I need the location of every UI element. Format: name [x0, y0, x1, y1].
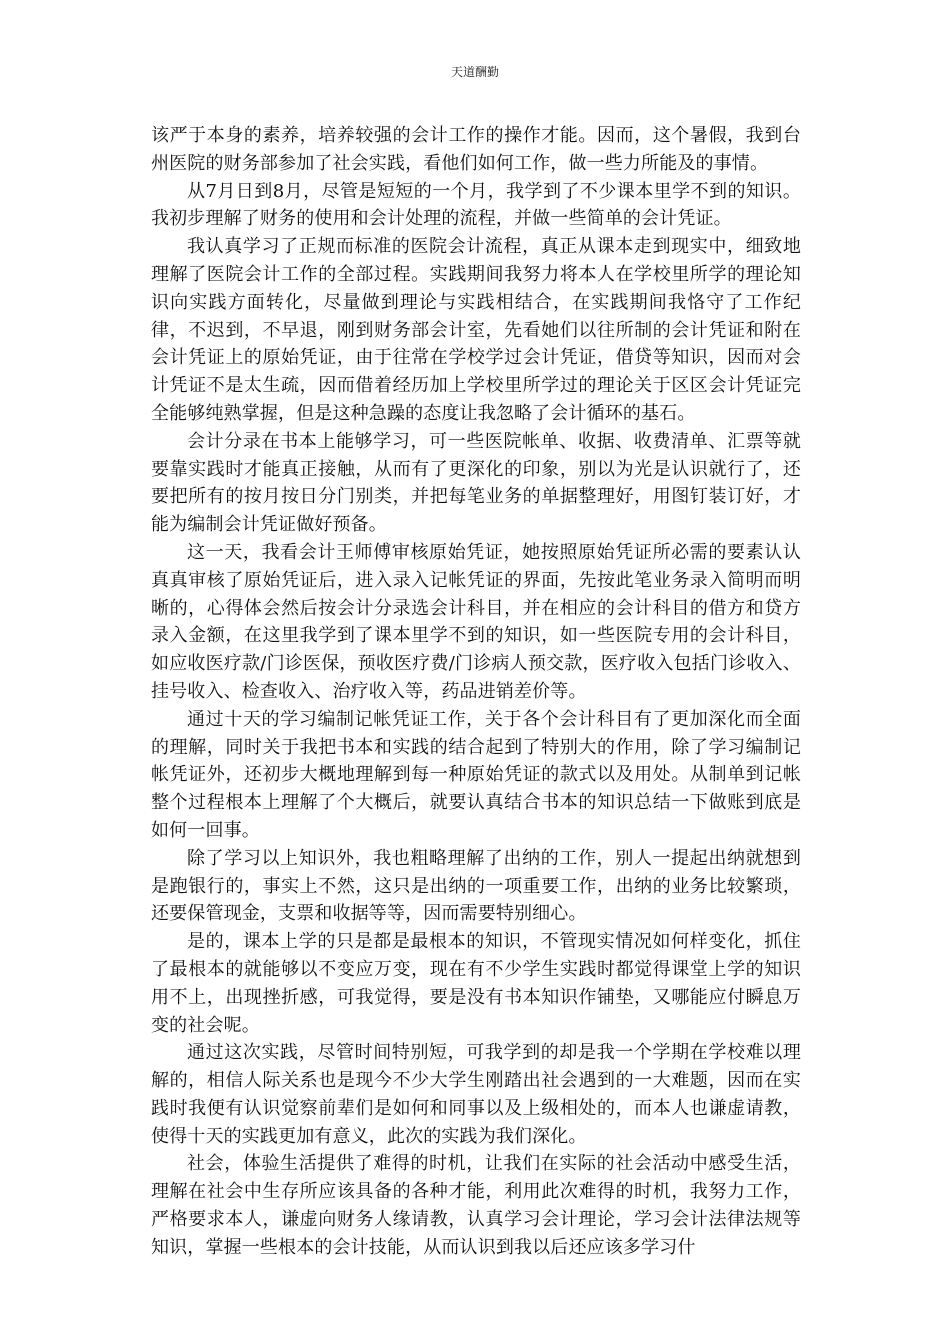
paragraph-4: 会计分录在书本上能够学习，可一些医院帐单、收据、收费清单、汇票等就要靠实践时才能真正接触，从而有了更深化的印象，别以为光是认识就行了，还要把所有的按月按日分门别类，并把每笔业务的单据整理好，用图钉装订好，才能为编制会计凭证做好预备。	[151, 430, 801, 536]
paragraph-10: 社会，体验生活提供了难得的时机，让我们在实际的社会活动中感受生活，理解在社会中生存所应该具备的各种才能，利用此次难得的时机，我努力工作，严格要求本人，谦虚向财务人缘请教，认真学习会计理论，学习会计法律法规等知识，掌握一些根本的会计技能，从而认识到我以后还应该多学习什	[151, 1153, 801, 1258]
paragraph-8: 是的，课本上学的只是都是最根本的知识，不管现实情况如何样变化，抓住了最根本的就能够以不变应万变，现在有不少学生实践时都觉得课堂上学的知识用不上，出现挫折感，可我觉得，要是没有书本知识作铺垫，又哪能应付瞬息万变的社会呢。	[151, 931, 801, 1036]
paragraph-3: 我认真学习了正规而标准的医院会计流程，真正从课本走到现实中，细致地理解了医院会计工作的全部过程。实践期间我努力将本人在学校里所学的理论知识向实践方面转化，尽量做到理论与实践相结合，在实践期间我恪守了工作纪律，不迟到，不早退，刚到财务部会计室，先看她们以往所制的会计凭证和附在会计凭证上的原始凭证，由于往常在学校学过会计凭证，借贷等知识，因而对会计凭证不是太生疏，因而借着经历加上学校里所学过的理论关于区区会计凭证完全能够纯熟掌握，但是这种急躁的态度让我忽略了会计循环的基石。	[151, 236, 801, 424]
paragraph-9: 通过这次实践，尽管时间特别短，可我学到的却是我一个学期在学校难以理解的，相信人际关系也是现今不少大学生刚踏出社会遇到的一大难题，因而在实践时我便有认识觉察前辈们是如何和同事以及上级相处的，而本人也谦虚请教，使得十天的实践更加有意义，此次的实践为我们深化。	[151, 1042, 801, 1147]
document-body	[151, 122, 801, 1262]
paragraph-6: 通过十天的学习编制记帐凭证工作，关于各个会计科目有了更加深化而全面的理解，同时关于我把书本和实践的结合起到了特别大的作用，除了学习编制记帐凭证外，还初步大概地理解到每一种原始凭证的款式以及用处。从制单到记帐整个过程根本上理解了个大概后，就要认真结合书本的知识总结一下做账到底是如何一回事。	[151, 708, 801, 841]
paragraph-2: 从7月日到8月，尽管是短短的一个月，我学到了不少课本里学不到的知识。我初步理解了财务的使用和会计处理的流程，并做一些简单的会计凭证。	[151, 180, 801, 230]
paragraph-1: 该严于本身的素养，培养较强的会计工作的操作才能。因而，这个暑假，我到台州医院的财务部参加了社会实践，看他们如何工作，做一些力所能及的事情。	[151, 125, 801, 174]
paragraph-5: 这一天，我看会计王师傅审核原始凭证，她按照原始凭证所必需的要素认认真真审核了原始凭证后，进入录入记帐凭证的界面，先按此笔业务录入简明而明晰的，心得体会然后按会计分录选会计科目，并在相应的会计科目的借方和贷方录入金额，在这里我学到了课本里学不到的知识，如一些医院专用的会计科目，如应收医疗款/门诊医保，预收医疗费/门诊病人预交款，医疗收入包括门诊收入、挂号收入、检查收入、治疗收入等，药品进销差价等。	[151, 541, 801, 702]
page-header: 天道酬勤	[450, 65, 499, 79]
paragraph-7: 除了学习以上知识外，我也粗略理解了出纳的工作，别人一提起出纳就想到是跑银行的，事实上不然，这只是出纳的一项重要工作，出纳的业务比较繁琐，还要保管现金，支票和收据等等，因而需要特别细心。	[151, 847, 801, 925]
